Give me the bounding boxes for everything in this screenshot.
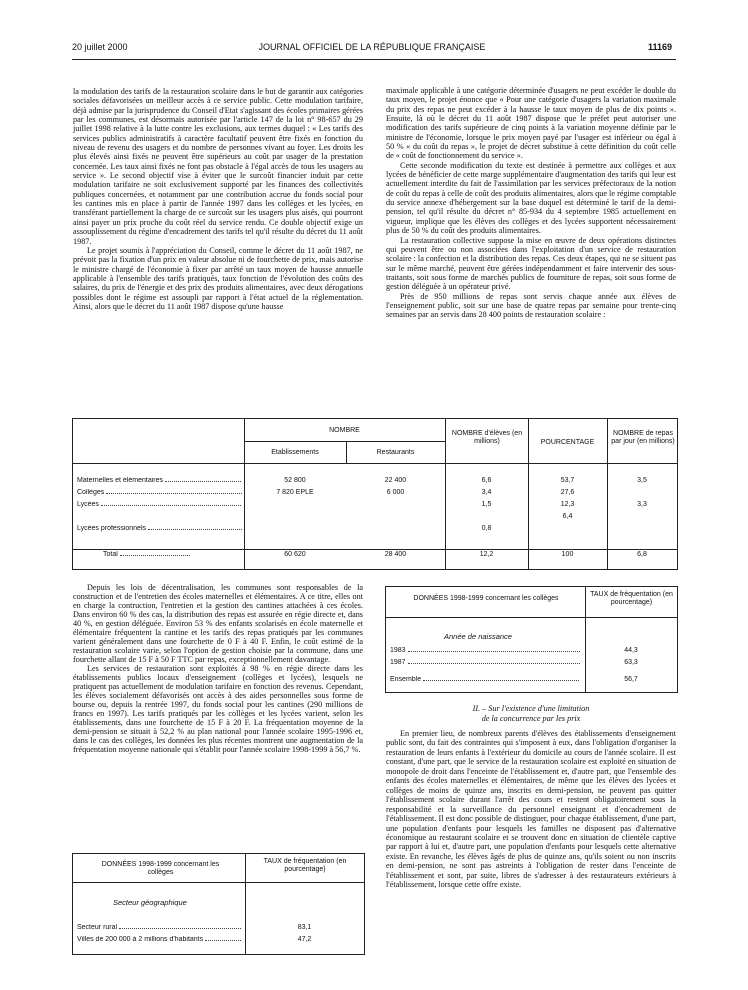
table-row-label: Ensemble [390,676,580,683]
cell-rest: 22 400 [384,477,407,484]
paragraph: Près de 950 millions de repas sont servis chaque année aux élèves de l'enseignement public, soit sur une base de quatre repas par semaine pour trente-cinq semaines par an servis dans 28 400 points de restauration scolaire : [386,291,676,320]
table-row-value: 63,3 [624,659,638,666]
table2-subheader: Année de naissance [444,632,512,641]
cell-pct: 12,3 [560,501,575,508]
paragraph: Depuis les lois de décentralisation, les communes sont responsables de la construction et de l'entretien des écoles maternelles et élémentaires. A ce titre, elles ont en charge la contruction, l'entretien et la gestion des cantines attachées à ces écoles. Dans environ 60 % des cas, la distribution des repas est assurée en régie directe et, dans 40 %, en gestion déléguée. Environ 53 % des enfants scolarisés en école maternelle et élémentaire fréquentent la cantine et les tarifs des repas pratiqués par les communes varient généralement dans une fourchette de 0 F à 40 F. Enfin, le coût estimé de la restauration scolaire varie, selon l'option de gestion choisie par la commune, dans une fourchette allant de 15 F à 50 F TTC par repas, exceptionnellement davantage. [73,583,363,664]
table-row-value: 56,7 [624,676,638,683]
paragraph: la modulation des tarifs de la restauration scolaire dans le but de garantir aux catégories sociales défavorisées un meilleur accès à ce service public. Cette modulation tarifaire, déjà admise par la jurisprudence du Conseil d'Etat s'agissant des écoles primaires gérées par les communes, est désormais autorisée par l'article 147 de la loi n° 98-657 du 29 juillet 1998 relative à la lutte contre les exclusions, aux termes duquel : « Les tarifs des services publics administratifs à caractère facultatif peuvent être fixés en fonction du niveau de revenu des usagers et du nombre de personnes vivant au foyer. Les droits les plus élevés ainsi fixés ne peuvent être supérieurs au coût par usager de la prestation concernée. Les taux ainsi fixés ne font pas obstacle à l'égal accès de tous les usagers au service ». Le second objectif vise à éviter que le surcoût financier induit par cette modulation tarifaire ne soit exclusivement supporté par les finances des collectivités publiques concernées, et notamment par une contribution accrue du fonds social pour les cantines mis en place à partir de l'année 1997 dans les collèges et les lycées, en transférant partiellement la charge de ce surcoût sur les usagers plus aisés, qui pourront ainsi payer un prix proche du coût réel du service rendu. Ce double objectif exige un assouplissement du régime d'encadrement des tarifs tel qu'il résulte du décret du 11 août 1987. [73,87,363,246]
header-journal-title: JOURNAL OFFICIEL DE LA RÉPUBLIQUE FRANÇAISE [258,42,486,52]
table-row-label: Collèges [77,489,242,496]
cell-repas: 3,3 [637,501,647,508]
cell-repas: 3,5 [637,477,647,484]
table-row-label: Villes de 200 000 à 2 millions d'habitants [77,936,242,943]
total-etab: 60 620 [284,551,306,558]
column-left-top [73,87,363,311]
paragraph: En premier lieu, de nombreux parents d'élèves des établissements d'enseignement public sont, du fait des contraintes qui s'imposent à eux, dans l'obligation d'organiser la restauration de leurs enfants à l'extérieur du domicile au cours de l'année scolaire. Il est constant, d'une part, que le service de la restauration scolaire est exploité en situation de monopole de droit dans l'enceinte de l'établissement et, d'autre part, que l'ensemble des enfants des écoles maternelles et élémentaires, de même que les élèves des lycées et collèges de moins de quinze ans, inscrits en demi-pension, ne peuvent pas quitter l'établissement scolaire durant l'arrêt des cours et restent obligatoirement sous la responsabilité et la surveillance du personnel enseignant et d'encadrement de l'établissement. Il est donc possible de distinguer, pour chaque établissement, d'une part, une population d'enfants pour lesquels les familles ne disposent pas d'alternative économique au restaurant scolaire et se trouvent donc en situation de clientèle captive par rapport à lui et, d'autre part, une population d'enfants pour lesquels cette alternative existe. En revanche, les élèves âgés de plus de quinze ans, qu'ils soient ou non inscrits en demi-pension, ne sont pas astreints à l'obligation de rester dans l'enceinte de l'établissement et sont, par suite, libres de s'adresser à des restaurateurs extérieurs à l'établissement, lorsque cette offre existe. [386,729,676,890]
table3-subheader: Secteur géographique [113,898,187,907]
section-title-line1: II. – Sur l'existence d'une limitation [472,704,590,713]
paragraph: Le projet soumis à l'appréciation du Conseil, comme le décret du 11 août 1987, ne prévoit pas la fixation d'un prix en valeur absolue ni de fourchette de prix, mais autorise le ministre chargé de l'économie à fixer par arrêté un taux moyen de hausse annuelle applicable à l'ensemble des tarifs pratiqués, taux fonction de l'évolution des coûts des salaires, du prix de l'énergie et des prix des produits alimentaires, avec deux dérogations possibles dont le régime est assoupli par rapport à l'état actuel de la réglementation. Ainsi, alors que le décret du 11 août 1987 dispose qu'une hausse [73,245,363,311]
section-title-line2: de la concurrence par les prix [481,713,581,723]
table3-header-right: TAUX de fréquentation (en pourcentage) [263,858,347,873]
cell-eleves: 6,6 [481,477,492,484]
table-birth-year [385,586,678,693]
column-right-bottom [386,729,676,890]
meals-table [72,418,678,570]
paragraph: La restauration collective suppose la mise en œuvre de deux opérations distinctes qui peuvent être ou non associées dans l'exploitation d'un service de restauration scolaire : la confection et la distribution des repas. Ces deux étapes, qui ne se situent pas sur le même marché, peuvent être gérées indépendamment et faire intervenir des sous-traitants, soit sous forme de marchés publics de fourniture de repas, soit sous forme de gestion déléguée à un opérateur privé. [386,235,676,292]
table-row-value: 47,2 [297,936,312,943]
header-repas: NOMBRE de repas par jour (en millions) [611,430,675,445]
table-row-label: 1983 [390,647,580,654]
header-restaurants: Restaurants [376,449,415,456]
section-title [386,704,676,723]
table-row-value: 44,3 [624,647,638,654]
total-repas: 6,8 [637,551,647,558]
cell-pct: 6,4 [562,513,573,520]
paragraph: Cette seconde modification du texte est destinée à permettre aux collèges et aux lycées de bénéficier de cette marge supplémentaire d'augmentation des tarifs qui leur est actuellement interdite du fait de l'assimilation par les services préfectoraux de la notion de coût du repas à celle de coût des produits alimentaires, alors que le régime comptable du service annexe d'hébergement sur la base duquel est déterminé le tarif de la demi-pension, tel qu'il résulte du décret n° 85-934 du 4 septembre 1985 actuellement en vigueur, implique que les élèves des collèges et des lycées supportent nécessairement plus de 50 % du coût des produits alimentaires. [386,160,676,236]
cell-eleves: 3,4 [481,489,492,496]
table-row-label: Lycées [77,501,242,508]
header-page-number: 11169 [647,42,672,52]
column-right-top [386,86,676,320]
page-header [72,42,672,56]
table-row-label: 1987 [390,659,580,666]
cell-pct: 53,7 [560,477,575,484]
cell-etab: 52 800 [284,477,306,484]
table-row-label: Secteur rural [77,924,242,931]
table3-header-left: DONNÉES 1998-1999 concernant les collèges [101,861,220,876]
total-pct: 100 [561,551,574,558]
header-nombre: NOMBRE [329,427,360,434]
header-etablissements: Etablissements [271,449,319,456]
table2-header-right: TAUX de fréquentation (en pourcentage) [590,591,673,606]
column-left-bottom [73,583,363,754]
header-rule [72,59,676,60]
cell-eleves: 1,5 [481,501,492,508]
total-rest: 28 400 [384,551,407,558]
table-geographic [72,853,365,955]
header-pourcentage: POURCENTAGE [540,439,595,446]
cell-pct: 27,6 [560,489,575,496]
header-date: 20 juillet 2000 [72,42,128,52]
table-row-label: Lycées professionnels [77,525,242,532]
table-row-value: 83,1 [297,924,312,931]
cell-etab: 7 820 EPLE [276,489,314,496]
table-row-label: Maternelles et élémentaires [77,477,242,484]
paragraph: Les services de restauration sont exploités à 98 % en régie directe dans les établissements publics locaux d'enseignement (collèges et lycées), lesquels ne pratiquent pas actuellement de modulation tarifaire en fonction des revenus. Cependant, les élèves socialement défavorisés ont accès à des aides personnelles sous forme de bourse ou, depuis la rentrée 1997, du fonds social pour les cantines (290 millions de francs en 1997). Les tarifs pratiqués par les collèges et les lycées varient, selon les établissements, dans une fourchette de 15 F à 20 F. La fréquentation moyenne de la demi-pension se situait à 52,2 % au plan national pour l'année scolaire 1995-1996 et, dans le cas des collèges, les données les plus récentes montrent une augmentation de la fréquentation moyenne nationale qui s'établit pour l'année scolaire 1998-1999 à 56,7 %. [73,664,363,754]
cell-eleves: 0,8 [481,525,492,532]
table2-header-left: DONNÉES 1998-1999 concernant les collèges [413,595,559,602]
total-eleves: 12,2 [479,551,494,558]
header-eleves: NOMBRE d'élèves (en millions) [451,430,523,445]
table-row-total-label: Total [103,551,243,558]
paragraph: maximale applicable à une catégorie déterminée d'usagers ne peut excéder le double du taux moyen, le projet énonce que « Pour une catégorie d'usagers la variation maximale du prix des repas ne peut excéder à la hausse le taux moyen de plus de dix points ». Ensuite, là où le décret du 11 août 1987 dispose que le préfet peut autoriser une modification des tarifs supérieure de cinq points à la variation moyenne définie par le ministre de l'économie, lorsque le prix moyen payé par l'usager est inférieur ou égal à 50 % « du coût du repas », le projet de décret substitue à cette définition du coût celle de « coût de fonctionnement du service ». [386,86,676,161]
cell-rest: 6 000 [386,489,405,496]
